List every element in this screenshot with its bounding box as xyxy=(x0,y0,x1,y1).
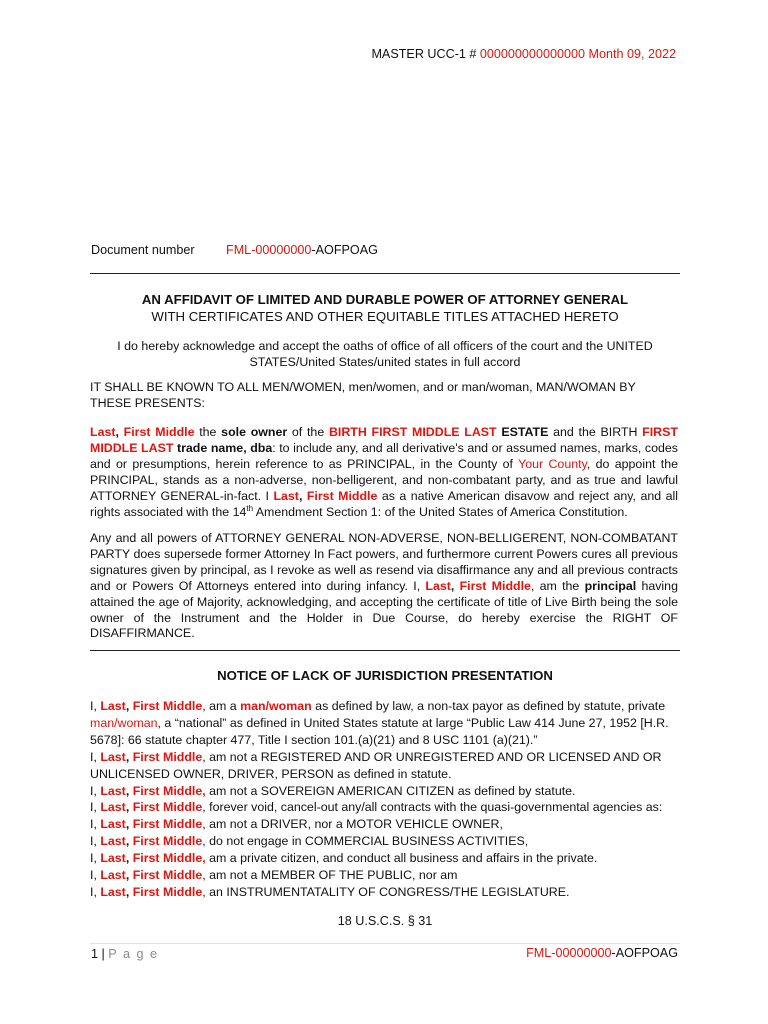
comma: , xyxy=(125,749,130,764)
page-number-value: 1 xyxy=(91,947,99,961)
text: , am not a MEMBER OF THE PUBLIC, nor am xyxy=(202,868,458,883)
text: , forever void, cancel-out any/all contracts with the quasi-governmental agencies as: xyxy=(202,800,663,815)
name-first-middle: First Middle xyxy=(129,699,203,713)
comma: , xyxy=(202,851,206,866)
statement xyxy=(90,749,678,783)
name-last: Last xyxy=(100,868,126,883)
statement xyxy=(90,799,678,816)
comma: , xyxy=(202,783,206,798)
name-last: Last xyxy=(100,851,126,866)
man-woman: man/woman xyxy=(90,715,158,730)
name-last: Last xyxy=(273,488,299,503)
name-first-middle: First Middle xyxy=(129,749,203,764)
document-number-value xyxy=(226,243,378,257)
principal-paragraph xyxy=(90,425,678,520)
text: I, xyxy=(90,884,101,899)
man-woman: man/woman xyxy=(240,699,312,713)
text: I, xyxy=(90,800,101,815)
text: I, xyxy=(90,851,101,866)
text: the xyxy=(194,425,222,439)
name-last: Last xyxy=(100,699,126,713)
acknowledgement: I do hereby acknowledge and accept the oaths of office of all officers of the court and the UNITED STATES/United States/united states in full accord xyxy=(117,339,653,369)
text: I, xyxy=(90,834,101,849)
page-separator: | xyxy=(98,947,109,961)
doc-suffix: -AOFPOAG xyxy=(311,243,378,257)
name-first-middle: First Middle xyxy=(129,817,203,832)
known-to-all-paragraph: IT SHALL BE KNOWN TO ALL MEN/WOMEN, men/women, and or man/woman, MAN/WOMAN BY THESE PRESENTS: xyxy=(90,380,636,410)
name-last: Last xyxy=(100,817,126,832)
text: and the BIRTH xyxy=(548,425,643,439)
comma: , xyxy=(125,851,130,866)
text: , a “national” as defined in United States statute at large “Public Law 414 June 27, 1952 [H.R. 5678]: 66 statute chapter 477, Title I section 101.(a)(21) and 8 USC 1101 (a)(21).” xyxy=(90,715,669,747)
birth-estate-name: BIRTH FIRST MIDDLE LAST xyxy=(328,425,497,439)
name-last: Last xyxy=(100,749,126,764)
text: , am the xyxy=(530,578,585,593)
text: : to include any, and all derivative's and or assumed names, marks, codes and or presumptions, herein reference to as PRINCIPAL, in the County of xyxy=(90,440,678,471)
name-first-middle: First Middle xyxy=(129,868,203,883)
trade-name: trade name, dba xyxy=(173,440,273,455)
estate: ESTATE xyxy=(496,425,549,439)
text: , am not a REGISTERED AND OR UNREGISTERED AND OR LICENSED AND OR UNLICENSED OWNER, DRIVER, PERSON as defined in statute. xyxy=(90,749,662,781)
ucc-number: 000000000000000 xyxy=(479,47,585,61)
footer-document-number xyxy=(526,946,678,960)
statement xyxy=(90,833,678,850)
name-first-middle: First Middle xyxy=(118,425,195,439)
ucc-header xyxy=(371,47,676,61)
name-first-middle: First Middle xyxy=(454,578,531,593)
comma: , xyxy=(125,884,130,899)
comma: , xyxy=(125,817,130,832)
statement xyxy=(90,884,678,901)
comma: , xyxy=(450,578,455,593)
divider xyxy=(90,650,680,651)
name-first-middle: First Middle xyxy=(129,800,203,815)
text: I, xyxy=(90,749,101,764)
text: , am not a DRIVER, nor a MOTOR VEHICLE OWNER, xyxy=(202,817,503,832)
usc-citation: 18 U.S.C.S. § 31 xyxy=(337,914,433,928)
text: , am a xyxy=(202,699,241,713)
statement xyxy=(90,698,678,749)
notice-statements xyxy=(90,698,678,901)
name-first-middle: First Middle xyxy=(129,783,203,798)
text: , do appoint the PRINCIPAL, stands as a non-adverse, non-belligerent, and non-combatant party, and as true and lawful ATTORNEY GENERAL-in-fact. I xyxy=(90,456,678,503)
text: as a native American disavow and reject any, and all rights associated with the 14 xyxy=(90,488,678,519)
name-first-middle: First Middle xyxy=(129,851,203,866)
text: having attained the age of Majority, acknowledging, and accepting the certificate of title of Live Birth being the sole owner of the Instrument and the Holder in Due Course, do hereby exercise the RIGHT OF DISAFFIRMANCE. xyxy=(90,578,678,641)
name-first-middle: First Middle xyxy=(302,488,378,503)
footer-divider xyxy=(90,943,680,944)
statement xyxy=(90,816,678,833)
doc-digits: 00000000 xyxy=(255,243,312,257)
affidavit-subtitle: WITH CERTIFICATES AND OTHER EQUITABLE TITLES ATTACHED HERETO xyxy=(151,309,619,324)
text: I, xyxy=(90,817,101,832)
statement xyxy=(90,850,678,867)
header-date: Month 09, 2022 xyxy=(588,47,676,61)
name-last: Last xyxy=(100,783,126,798)
comma: , xyxy=(125,834,130,849)
name-last: Last xyxy=(425,578,451,593)
statement xyxy=(90,783,678,800)
statement xyxy=(90,867,678,884)
notice-title: NOTICE OF LACK OF JURISDICTION PRESENTATION xyxy=(217,668,553,683)
text: I, xyxy=(90,868,101,883)
text: am not a SOVEREIGN AMERICAN CITIZEN as defined by statute. xyxy=(205,783,576,798)
doc-prefix: FML- xyxy=(226,243,256,257)
document-number-row xyxy=(91,243,378,257)
name-last: Last xyxy=(90,425,116,439)
principal: principal xyxy=(584,578,637,593)
name-first-middle: First Middle xyxy=(129,884,203,899)
comma: , xyxy=(125,868,130,883)
superscript: th xyxy=(246,503,254,513)
birth-name: FIRST MIDDLE LAST xyxy=(90,425,678,455)
comma: , xyxy=(125,699,130,713)
comma: , xyxy=(298,488,303,503)
text: am a private citizen, and conduct all business and affairs in the private. xyxy=(205,851,598,866)
comma: , xyxy=(125,800,130,815)
attorney-general-paragraph xyxy=(90,531,678,642)
doc-prefix: FML- xyxy=(526,946,556,960)
county: Your County xyxy=(518,456,587,471)
text: Any and all powers of ATTORNEY GENERAL NON-ADVERSE, NON-BELLIGERENT, NON-COMBATANT PARTY does supersede former Attorney In Fact powers, and furthermore current Powers cures all previous signatures given by principal, as I revoke as well as resend via disaffirmance any and all previous contracts and or Powers Of Attorneys entered into during infancy. I, xyxy=(90,531,678,593)
comma: , xyxy=(125,783,130,798)
text: of the xyxy=(287,425,329,439)
name-last: Last xyxy=(100,884,126,899)
doc-suffix: -AOFPOAG xyxy=(611,946,678,960)
text: Amendment Section 1: of the United States of America Constitution. xyxy=(253,504,628,519)
name-last: Last xyxy=(100,834,126,849)
sole-owner: sole owner xyxy=(221,425,288,439)
document-number-label: Document number xyxy=(91,243,195,257)
text: as defined by law, a non-tax payor as defined by statute, private xyxy=(311,699,666,713)
name-last: Last xyxy=(100,800,126,815)
divider xyxy=(90,273,680,274)
ucc-prefix: MASTER UCC-1 # xyxy=(371,47,480,61)
doc-digits: 00000000 xyxy=(555,946,612,960)
text: I, xyxy=(90,783,101,798)
text: , an INSTRUMENTATALITY OF CONGRESS/THE LEGISLATURE. xyxy=(202,884,570,899)
comma: , xyxy=(115,425,119,439)
page-number xyxy=(91,947,158,961)
text: I, xyxy=(90,699,101,713)
text: , do not engage in COMMERCIAL BUSINESS ACTIVITIES, xyxy=(202,834,529,849)
affidavit-title: AN AFFIDAVIT OF LIMITED AND DURABLE POWER OF ATTORNEY GENERAL xyxy=(141,292,629,307)
page-word: P a g e xyxy=(108,947,159,961)
name-first-middle: First Middle xyxy=(129,834,203,849)
